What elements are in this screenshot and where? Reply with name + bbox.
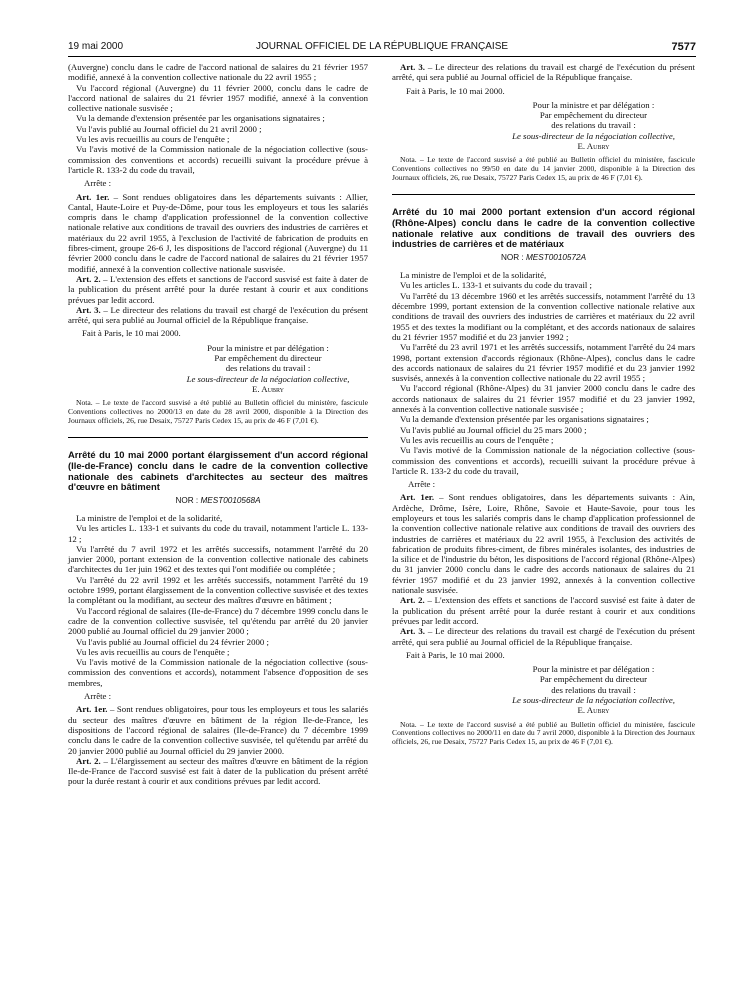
article-text: – L'extension des effets et sanctions de l'accord susvisé est faite à dater de la publication du présent arrêté pour la durée restant à courir et aux conditions prévues par ledit accord. xyxy=(392,595,695,626)
paragraph: Vu l'arrêté du 22 avril 1992 et les arrêtés successifs, notamment l'arrêté du 19 octobre 1999, portant élargissement de la convention collective susvisée et des textes la complétant ou la modifiant, au secteur des maîtres d'œuvre en bâtiment ; xyxy=(68,574,368,606)
decree-title: Arrêté du 10 mai 2000 portant extension d'un accord régional (Rhône-Alpes) conclu dans le cadre de la convention collective nationale relative aux conditions de travail des ouvriers des industries de carrières et de matériaux xyxy=(392,206,695,250)
nota-note: Nota. – Le texte de l'accord susvisé a été publié au Bulletin officiel du ministère, fascicule Conventions collectives no 2000/13 en date du 28 avril 2000, disponible à la Direction des Journaux officiels, 26, rue Desaix, 75727 Paris Cedex 15, au prix de 46 F (7,01 €). xyxy=(68,398,368,425)
signature-name: E. Aubry xyxy=(577,705,610,716)
signature-line: Par empêchement du directeur xyxy=(214,353,322,364)
paragraph: Vu l'avis publié au Journal officiel du 25 mars 2000 ; xyxy=(400,424,587,435)
article xyxy=(68,305,368,326)
signature-line: Par empêchement du directeur xyxy=(539,674,648,685)
paragraph: Vu l'arrêté du 13 décembre 1960 et les arrêtés successifs, notamment l'arrêté du 13 décembre 1999, portant extension de la convention collective nationale relative aux conditions de travail des ouvriers des industries de carrières et matériaux du 22 avril 1955 et des textes la modifiant ou la complétant, et des accords nationaux de salaires du 21 février 1957 modifié et du 23 janvier 1992 ; xyxy=(392,290,695,342)
paragraph: Vu les articles L. 133-1 et suivants du code du travail ; xyxy=(400,280,592,291)
article-text: – Le directeur des relations du travail est chargé de l'exécution du présent arrêté, qui sera publié au Journal officiel de la République française. xyxy=(392,62,695,83)
paragraph: Vu l'avis motivé de la Commission nationale de la négociation collective (sous-commission des conventions et accords), notamment l'absence d'opposition de ses membres, xyxy=(68,657,368,688)
article-number: Art. 3. xyxy=(400,626,425,637)
arrete-label: Arrête : xyxy=(408,479,436,490)
signature-name: E. Aubry xyxy=(252,383,284,394)
left-column xyxy=(68,62,368,787)
article xyxy=(68,756,368,787)
signature-line: Pour la ministre et par délégation : xyxy=(207,342,329,353)
nor-reference xyxy=(392,253,695,263)
right-column xyxy=(392,62,695,747)
paragraph: Vu les articles L. 133-1 et suivants du code du travail, notamment l'article L. 133-12 ; xyxy=(68,523,368,544)
signature-title: Le sous-directeur de la négociation collective, xyxy=(186,373,350,384)
paragraph: Vu l'arrêté du 7 avril 1972 et les arrêtés successifs, notamment l'arrêté du 20 janvier 2000, portant extension de la convention collective nationale des cabinets d'architectes du 1er juin 1962 et des textes qui l'ont modifiée ou complétée ; xyxy=(68,543,368,575)
article-number: Art. 3. xyxy=(400,62,425,72)
article-text: – Sont rendues obligatoires, pour tous les employeurs et tous les salariés du secteur des maîtres d'œuvre en bâtiment de la région Ile-de-France, les dispositions de l'accord régional de salaires (Ile-de-France) du 7 décembre 1999 conclu dans le cadre de la convention collective susvisée, tel qu'étendu par arrêté du 20 janvier 2000 publié au Journal officiel du 29 janvier 2000. xyxy=(68,704,368,756)
paragraph: Vu les avis recueillis au cours de l'enquête ; xyxy=(76,134,230,145)
article-text: – L'élargissement au secteur des maîtres d'œuvre en bâtiment de la région Ile-de-France de l'accord susvisé est fait à dater de la publication du présent arrêté pour la durée restant à courir et aux conditions prévues par ledit accord. xyxy=(68,755,368,787)
article xyxy=(392,62,695,83)
signature-line: des relations du travail : xyxy=(551,120,636,131)
article xyxy=(68,274,368,305)
article-text: – L'extension des effets et sanctions de l'accord susvisé est faite à dater de la publication du présent arrêté pour la durée restant à courir et aux conditions prévues par ledit accord. xyxy=(68,273,368,305)
article-number: Art. 2. xyxy=(76,273,101,284)
article xyxy=(392,595,695,626)
article xyxy=(392,626,695,647)
signature-name: E. Aubry xyxy=(577,141,610,152)
paragraph: Vu la demande d'extension présentée par les organisations signataires ; xyxy=(76,113,325,124)
article-text: – Sont rendues obligatoires, dans les départements suivants : Ain, Ardèche, Drôme, Isère, Loire, Rhône, Savoie et Haute-Savoie, pour tous les employeurs et tous les salariés compris dans le champ d'application professionnel de la convention collective nationale relative aux conditions de travail des ouvriers des industries de carrières et matériaux du 22 avril 1955, à l'exclusion des activités de fabrication de produits fibres-ciment, de fibres minérales isolantes, des industries de la silice et de l'industrie du béton, les dispositions de l'accord régional (Rhône-Alpes) du 31 janvier 2000 conclu dans le cadre des accords nationaux de salaires du 21 février 1957 modifié et du 23 janvier 1992, annexés à la convention collective nationale susvisée. xyxy=(392,492,696,596)
paragraph: Vu l'accord régional (Rhône-Alpes) du 31 janvier 2000 conclu dans le cadre des accords nationaux de salaires du 21 février 1957 modifié et du 23 janvier 1992, annexés à la convention collective nationale susvisée ; xyxy=(392,383,695,415)
article-text: – Sont rendues obligatoires dans les départements suivants : Allier, Cantal, Haute-Loire et Puy-de-Dôme, pour tous les employeurs et tous les salariés compris dans le champ d'application professionnel de la convention collective nationale relative aux conditions de travail des ouvriers des industries de carrières et matériaux du 22 avril 1955, à l'exclusion de l'activité de fabrication de produits en fibres-ciment, groupe 26-6 J, les dispositions de l'accord régional (Auvergne) du 11 février 2000 conclu dans le cadre de l'accord national de salaires du 21 février 1957 modifié, annexé à la convention collective nationale susvisée. xyxy=(68,191,369,274)
article-text: – Le directeur des relations du travail est chargé de l'exécution du présent arrêté, qui sera publié au Journal officiel de la République française. xyxy=(392,626,695,647)
article xyxy=(68,704,368,755)
article-number: Art. 1er. xyxy=(400,492,435,503)
place-date: Fait à Paris, le 10 mai 2000. xyxy=(406,649,505,660)
nota-note: Nota. – Le texte de l'accord susvisé a été publié au Bulletin officiel du ministère, fascicule Conventions collectives no 2000/11 en date du 7 avril 2000, disponible à la Direction des Journaux officiels, 26, rue Desaix, 75727 Paris Cedex 15, au prix de 46 F (7,01 €). xyxy=(392,719,695,747)
nor-label: NOR : xyxy=(500,252,526,262)
paragraph: (Auvergne) conclu dans le cadre de l'accord national de salaires du 21 février 1957 modifié, annexé à la convention collective nationale du 22 avril 1955 ; xyxy=(68,62,368,83)
article-number: Art. 2. xyxy=(400,595,425,606)
article-number: Art. 1er. xyxy=(76,704,108,715)
header-page-number: 7577 xyxy=(671,41,696,53)
signature-line: Pour la ministre et par délégation : xyxy=(532,99,655,110)
arrete-label: Arrête : xyxy=(84,691,112,702)
nor-label: NOR : xyxy=(175,495,201,505)
article xyxy=(392,492,695,595)
nota-note: Nota. – Le texte de l'accord susvisé a été publié au Bulletin officiel du ministère, fascicule Conventions collectives no 99/50 en date du 14 janvier 2000, disponible à la Direction des Journaux officiels, 26, rue Desaix, 75727 Paris Cedex 15, au prix de 46 F (7,01 €). xyxy=(392,155,695,182)
header-date: 19 mai 2000 xyxy=(68,41,124,52)
place-date: Fait à Paris, le 10 mai 2000. xyxy=(406,85,505,96)
decree-title: Arrêté du 10 mai 2000 portant élargissement d'un accord régional (Ile-de-France) conclu dans le cadre de la convention collective nationale des cabinets d'architectes au secteur des maîtres d'œuvre en bâtiment xyxy=(68,449,368,493)
place-date: Fait à Paris, le 10 mai 2000. xyxy=(82,328,181,339)
paragraph: Vu les avis recueillis au cours de l'enquête ; xyxy=(76,646,230,657)
header-rule xyxy=(68,56,696,57)
paragraph: La ministre de l'emploi et de la solidarité, xyxy=(76,512,223,523)
paragraph: Vu les avis recueillis au cours de l'enquête ; xyxy=(400,434,554,445)
paragraph: La ministre de l'emploi et de la solidarité, xyxy=(400,270,547,281)
paragraph: Vu l'avis publié au Journal officiel du 24 février 2000 ; xyxy=(76,636,269,647)
signature-line: des relations du travail : xyxy=(551,684,636,695)
signature-title: Le sous-directeur de la négociation collective, xyxy=(512,695,675,706)
signature-line: Pour la ministre et par délégation : xyxy=(532,664,655,675)
paragraph: Vu l'avis motivé de la Commission nationale de la négociation collective (sous-commission des conventions et accords) recueilli suivant la procédure prévue à l'article R. 133-2 du code du travail, xyxy=(68,144,368,175)
signature-line: des relations du travail : xyxy=(225,363,311,374)
nor-code: MEST0010572A xyxy=(525,252,587,262)
article-number: Art. 2. xyxy=(76,755,101,766)
nor-code: MEST0010568A xyxy=(200,495,261,505)
signature-title: Le sous-directeur de la négociation collective, xyxy=(512,130,675,141)
arrete-label: Arrête : xyxy=(84,178,112,189)
paragraph: Vu l'accord régional de salaires (Ile-de-France) du 7 décembre 1999 conclu dans le cadre de la convention collective susvisée, tel qu'étendu par arrêté du 20 janvier 2000 publié au Journal officiel du 29 janvier 2000 ; xyxy=(68,605,368,637)
section-divider xyxy=(68,437,368,438)
article-number: Art. 3. xyxy=(76,304,101,315)
section-divider xyxy=(392,194,695,195)
paragraph: Vu l'accord régional (Auvergne) du 11 février 2000, conclu dans le cadre de l'accord national de salaires du 21 février 1957 modifié, annexé à la convention collective nationale susvisée ; xyxy=(68,82,368,114)
page-header xyxy=(68,40,696,54)
article-text: – Le directeur des relations du travail est chargé de l'exécution du présent arrêté, qui sera publié au Journal officiel de la République française. xyxy=(68,304,368,326)
signature-line: Par empêchement du directeur xyxy=(539,110,648,121)
paragraph: Vu la demande d'extension présentée par les organisations signataires ; xyxy=(400,414,649,425)
article-number: Art. 1er. xyxy=(76,191,110,202)
article xyxy=(68,192,368,274)
paragraph: Vu l'avis motivé de la Commission nationale de la négociation collective (sous-commission des conventions et accords), recueilli suivant la procédure prévue à l'article R. 133-2 du code du travail, xyxy=(392,445,695,476)
nor-reference xyxy=(68,496,368,506)
paragraph: Vu l'avis publié au Journal officiel du 21 avril 2000 ; xyxy=(76,123,262,134)
header-journal-title: JOURNAL OFFICIEL DE LA RÉPUBLIQUE FRANÇAISE xyxy=(255,41,509,52)
paragraph: Vu l'arrêté du 23 avril 1971 et les arrêtés successifs, notamment l'arrêté du 24 mars 1998, portant extension d'accords régionaux (Rhône-Alpes), conclus dans le cadre des accords nationaux de salaires du 21 février 1957 modifié et du 23 janvier 1992 susvisés, annexés à la convention collective nationale du 22 avril 1955 ; xyxy=(392,342,695,384)
